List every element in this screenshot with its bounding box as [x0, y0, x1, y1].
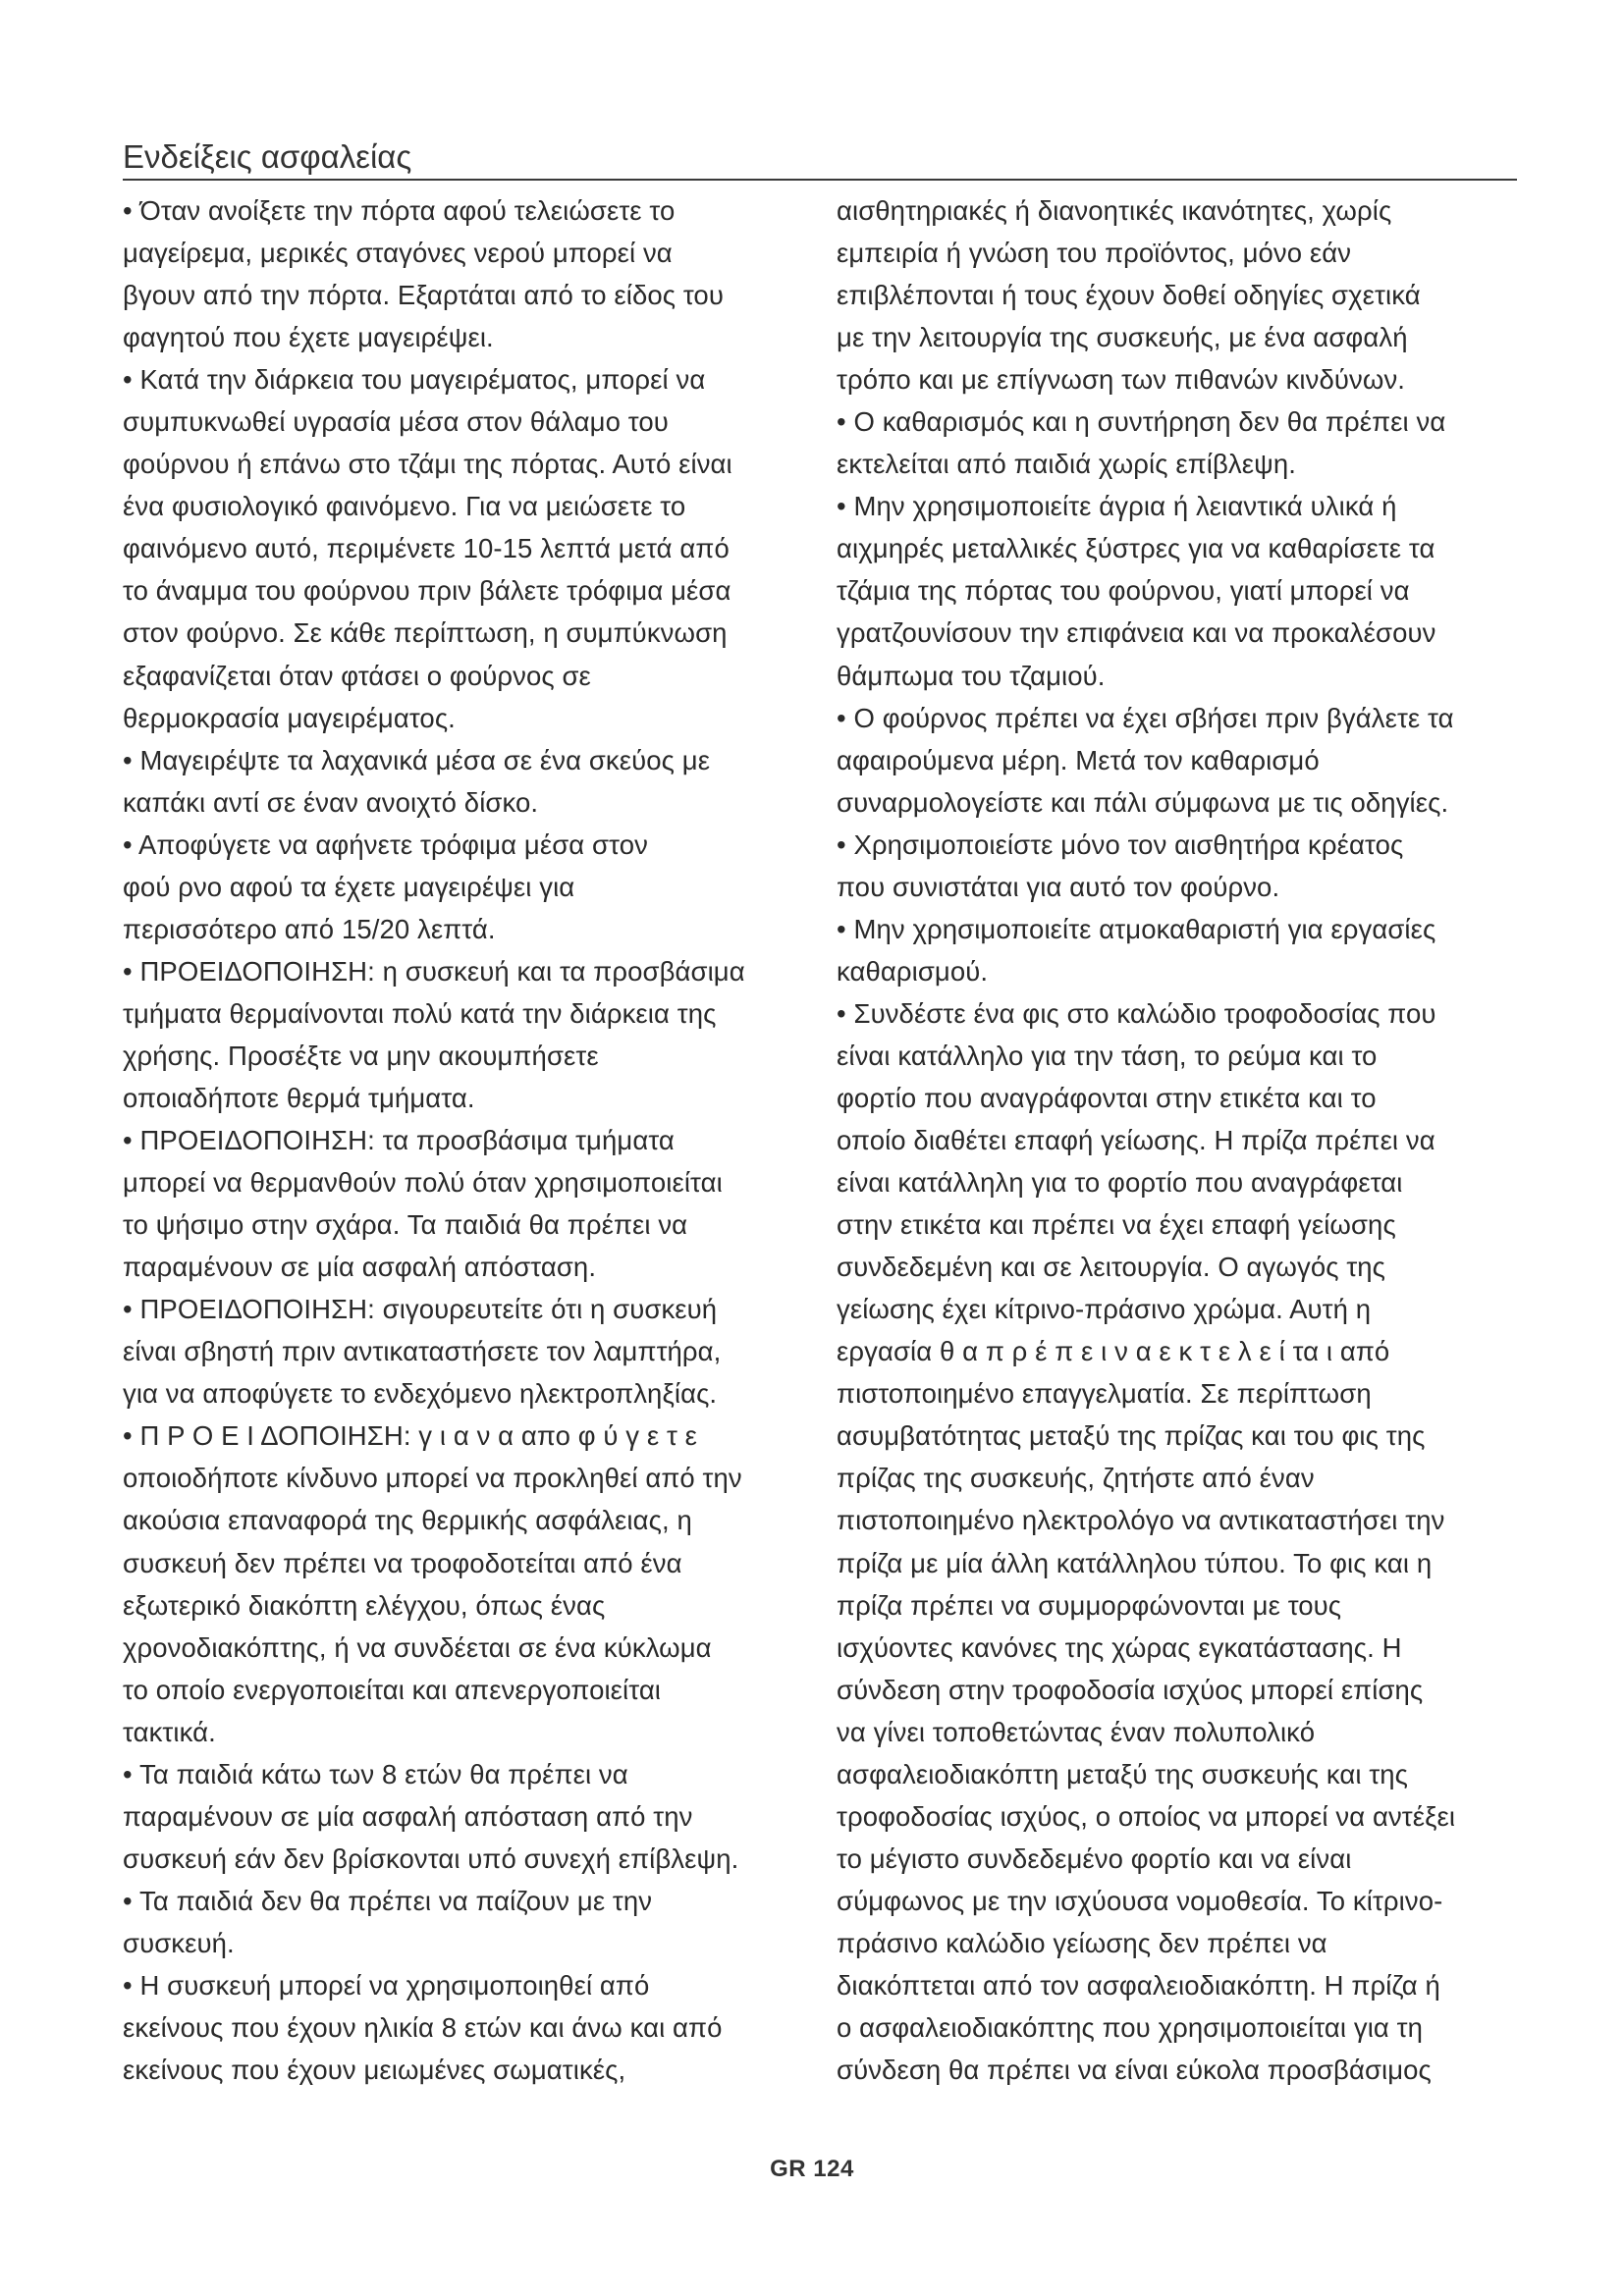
text-line: τρόπο και με επίγνωση των πιθανών κινδύνων.	[837, 364, 1406, 396]
page-title: Ενδείξεις ασφαλείας	[123, 138, 412, 175]
text-line: οποιοδήποτε κίνδυνο μπορεί να προκληθεί από την	[123, 1463, 742, 1494]
text-line: συσκευή εάν δεν βρίσκονται υπό συνεχή επίβλεψη.	[123, 1842, 739, 1874]
text-line: πιστοποιημένο επαγγελματία. Σε περίπτωση	[837, 1378, 1372, 1410]
text-line: • Τα παιδιά κάτω των 8 ετών θα πρέπει να	[123, 1758, 628, 1789]
text-line: πρίζας της συσκευής, ζητήστε από έναν	[837, 1463, 1315, 1494]
text-line: το οποίο ενεργοποιείται και απενεργοποιείται	[123, 1674, 662, 1705]
text-line: είναι σβηστή πριν αντικαταστήσετε τον λαμπτήρα,	[123, 1336, 722, 1367]
section-header	[123, 135, 1517, 181]
text-line: βγουν από την πόρτα. Εξαρτάται από το είδος του	[123, 280, 724, 311]
text-line: ασφαλειοδιακόπτη μεταξύ της συσκευής και της	[837, 1758, 1409, 1789]
text-line: συναρμολογείστε και πάλι σύμφωνα με τις οδηγίες.	[837, 786, 1449, 818]
text-line: με την λειτουργία της συσκευής, με ένα ασφαλή	[837, 322, 1408, 353]
text-line: πρίζα με μία άλλη κατάλληλου τύπου. Το φις και η	[837, 1547, 1433, 1578]
text-line: εργασία θ α π ρ έ π ε ι ν α ε κ τ ε λ ε ί τα ι από	[837, 1336, 1390, 1367]
text-line: το άναμμα του φούρνου πριν βάλετε τρόφιμα μέσα	[123, 575, 731, 607]
text-line: συνδεδεμένη και σε λειτουργία. Ο αγωγός της	[837, 1252, 1386, 1283]
text-line: στην ετικέτα και πρέπει να έχει επαφή γείωσης	[837, 1209, 1396, 1241]
text-line: συσκευή.	[123, 1927, 235, 1958]
text-line: μπορεί να θερμανθούν πολύ όταν χρησιμοποιείται	[123, 1167, 723, 1199]
text-line: θερμοκρασία μαγειρέματος.	[123, 702, 456, 733]
text-line: • Μαγειρέψτε τα λαχανικά μέσα σε ένα σκεύος με	[123, 744, 711, 775]
text-line: οποίο διαθέτει επαφή γείωσης. Η πρίζα πρέπει να	[837, 1125, 1435, 1156]
text-line: φορτίο που αναγράφονται στην ετικέτα και το	[837, 1082, 1377, 1113]
text-line: • Αποφύγετε να αφήνετε τρόφιμα μέσα στον	[123, 828, 648, 860]
text-line: τμήματα θερμαίνονται πολύ κατά την διάρκεια της	[123, 997, 717, 1029]
text-line: εκείνους που έχουν μειωμένες σωματικές,	[123, 2055, 626, 2086]
text-line: • Κατά την διάρκεια του μαγειρέματος, μπορεί να	[123, 364, 706, 396]
text-line: εκτελείται από παιδιά χωρίς επίβλεψη.	[837, 449, 1296, 480]
text-line: τζάμια της πόρτας του φούρνου, γιατί μπορεί να	[837, 575, 1410, 607]
text-line: στον φούρνο. Σε κάθε περίπτωση, η συμπύκνωση	[123, 617, 728, 649]
text-line: παραμένουν σε μία ασφαλή απόσταση.	[123, 1252, 597, 1283]
text-line: χρονοδιακόπτης, ή να συνδέεται σε ένα κύκλωμα	[123, 1631, 712, 1663]
text-line: παραμένουν σε μία ασφαλή απόσταση από την	[123, 1800, 693, 1832]
text-line: αισθητηριακές ή διανοητικές ικανότητες, χωρίς	[837, 195, 1392, 226]
text-line: γείωσης έχει κίτρινο-πράσινο χρώμα. Αυτή η	[837, 1294, 1372, 1325]
text-line: εξωτερικό διακόπτη ελέγχου, όπως ένας	[123, 1589, 606, 1621]
text-line: • ΠΡΟΕΙΔΟΠΟΙΗΣΗ: τα προσβάσιμα τμήματα	[123, 1125, 675, 1156]
text-line: να γίνει τοποθετώντας έναν πολυπολικό	[837, 1716, 1316, 1747]
text-line: φαινόμενο αυτό, περιμένετε 10-15 λεπτά μετά από	[123, 533, 730, 564]
text-line: ισχύοντες κανόνες της χώρας εγκατάστασης. Η	[837, 1631, 1402, 1663]
text-line: συμπυκνωθεί υγρασία μέσα στον θάλαμο του	[123, 406, 669, 438]
text-line: • Π Ρ Ο Ε Ι ΔΟΠΟΙΗΣΗ: γ ι α ν α απο φ ύ γ ε τ ε	[123, 1420, 698, 1452]
text-line: φαγητού που έχετε μαγειρέψει.	[123, 322, 494, 353]
text-line: • ΠΡΟΕΙΔΟΠΟΙΗΣΗ: σιγουρευτείτε ότι η συσκευή	[123, 1294, 718, 1325]
text-line: θάμπωμα του τζαμιού.	[837, 660, 1106, 691]
text-line: οποιαδήποτε θερμά τμήματα.	[123, 1082, 475, 1113]
text-line: • Όταν ανοίξετε την πόρτα αφού τελειώσετε το	[123, 195, 676, 226]
text-line: • Η συσκευή μπορεί να χρησιμοποιηθεί από	[123, 1969, 650, 2001]
text-line: πιστοποιημένο ηλεκτρολόγο να αντικαταστήσει την	[837, 1505, 1445, 1536]
text-line: φού ρνο αφού τα έχετε μαγειρέψει για	[123, 871, 575, 902]
text-line: εμπειρία ή γνώση του προϊόντος, μόνο εάν	[837, 238, 1352, 269]
text-line: τροφοδοσίας ισχύος, ο οποίος να μπορεί να αντέξει	[837, 1800, 1456, 1832]
text-line: • Μην χρησιμοποιείτε ατμοκαθαριστή για εργασίες	[837, 913, 1436, 944]
text-line: • Χρησιμοποιείστε μόνο τον αισθητήρα κρέατος	[837, 828, 1404, 860]
text-line: αφαιρούμενα μέρη. Μετά τον καθαρισμό	[837, 744, 1320, 775]
text-line: • ΠΡΟΕΙΔΟΠΟΙΗΣΗ: η συσκευή και τα προσβάσιμα	[123, 955, 745, 987]
text-line: το ψήσιμο στην σχάρα. Τα παιδιά θα πρέπει να	[123, 1209, 688, 1241]
text-line: χρήσης. Προσέξτε να μην ακουμπήσετε	[123, 1040, 599, 1071]
text-line: εκείνους που έχουν ηλικία 8 ετών και άνω και από	[123, 2012, 723, 2044]
text-line: καθαρισμού.	[837, 955, 989, 987]
text-line: επιβλέπονται ή τους έχουν δοθεί οδηγίες σχετικά	[837, 280, 1421, 311]
text-line: συσκευή δεν πρέπει να τροφοδοτείται από ένα	[123, 1547, 682, 1578]
text-line: που συνιστάται για αυτό τον φούρνο.	[837, 871, 1280, 902]
left-column	[123, 189, 832, 2091]
text-line: • Τα παιδιά δεν θα πρέπει να παίζουν με την	[123, 1885, 653, 1916]
text-line: ασυμβατότητας μεταξύ της πρίζας και του φις της	[837, 1420, 1426, 1452]
text-line: μαγείρεμα, μερικές σταγόνες νερού μπορεί να	[123, 238, 673, 269]
text-line: για να αποφύγετε το ενδεχόμενο ηλεκτροπληξίας.	[123, 1378, 718, 1410]
text-line: πρίζα πρέπει να συμμορφώνονται με τους	[837, 1589, 1342, 1621]
text-line: • Ο καθαρισμός και η συντήρηση δεν θα πρέπει να	[837, 406, 1446, 438]
text-line: ο ασφαλειοδιακόπτης που χρησιμοποιείται για τη	[837, 2012, 1424, 2044]
text-line: περισσότερο από 15/20 λεπτά.	[123, 913, 496, 944]
text-line: γρατζουνίσουν την επιφάνεια και να προκαλέσουν	[837, 617, 1436, 649]
text-line: σύμφωνος με την ισχύουσα νομοθεσία. Το κίτρινο-	[837, 1885, 1443, 1916]
right-column	[837, 189, 1563, 2091]
text-line: πράσινο καλώδιο γείωσης δεν πρέπει να	[837, 1927, 1327, 1958]
text-line: διακόπτεται από τον ασφαλειοδιακόπτη. Η πρίζα ή	[837, 1969, 1440, 2001]
text-line: ένα φυσιολογικό φαινόμενο. Για να μειώσετε το	[123, 491, 686, 522]
text-line: ακούσια επαναφορά της θερμικής ασφάλειας, η	[123, 1505, 692, 1536]
text-line: είναι κατάλληλη για το φορτίο που αναγράφεται	[837, 1167, 1403, 1199]
text-line: αιχμηρές μεταλλικές ξύστρες για να καθαρίσετε τα	[837, 533, 1435, 564]
page-number: GR 124	[770, 2156, 854, 2182]
text-line: σύνδεση στην τροφοδοσία ισχύος μπορεί επίσης	[837, 1674, 1424, 1705]
text-line: • Συνδέστε ένα φις στο καλώδιο τροφοδοσίας που	[837, 997, 1436, 1029]
text-line: καπάκι αντί σε έναν ανοιχτό δίσκο.	[123, 786, 539, 818]
text-line: σύνδεση θα πρέπει να είναι εύκολα προσβάσιμος	[837, 2055, 1432, 2086]
text-line: φούρνου ή επάνω στο τζάμι της πόρτας. Αυτό είναι	[123, 449, 732, 480]
text-line: • Μην χρησιμοποιείτε άγρια ή λειαντικά υλικά ή	[837, 491, 1397, 522]
text-line: τακτικά.	[123, 1716, 216, 1747]
text-line: είναι κατάλληλο για την τάση, το ρεύμα και το	[837, 1040, 1378, 1071]
text-line: το μέγιστο συνδεδεμένο φορτίο και να είναι	[837, 1842, 1352, 1874]
text-line: • Ο φούρνος πρέπει να έχει σβήσει πριν βγάλετε τα	[837, 702, 1454, 733]
text-line: εξαφανίζεται όταν φτάσει ο φούρνος σε	[123, 660, 591, 691]
